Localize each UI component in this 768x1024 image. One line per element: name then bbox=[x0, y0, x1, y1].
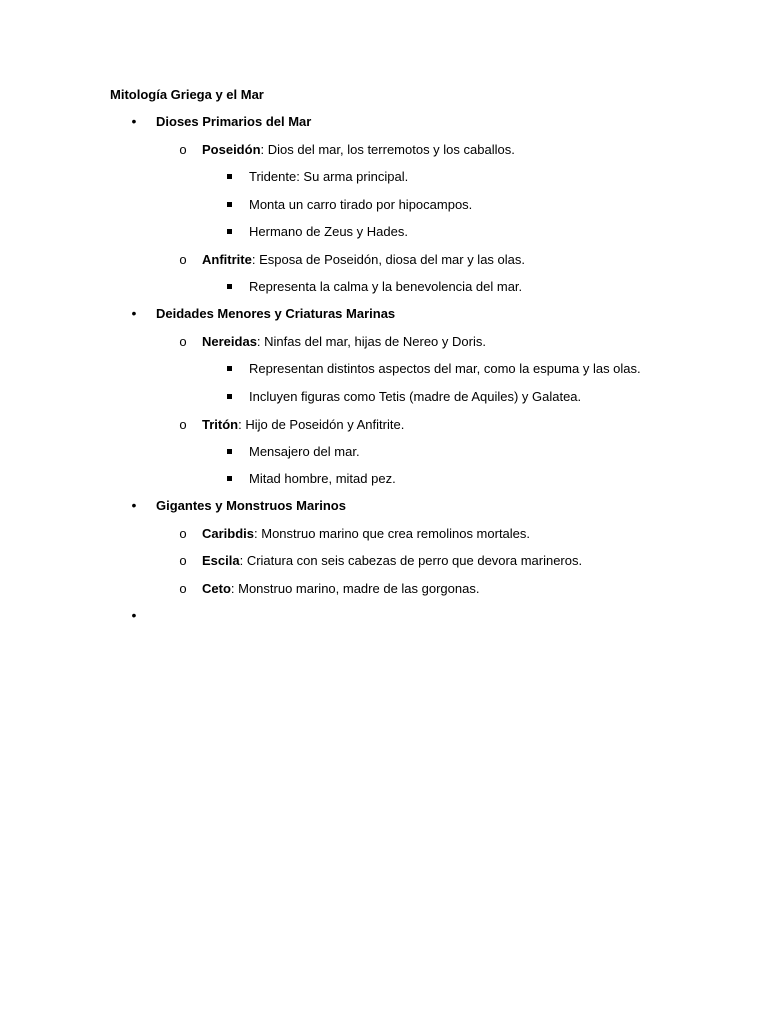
square-bullet-icon bbox=[222, 443, 236, 460]
item-description: : Monstruo marino, madre de las gorgonas. bbox=[230, 581, 480, 596]
item-description: : Dios del mar, los terremotos y los caballos. bbox=[260, 142, 515, 157]
bullet-icon: • bbox=[131, 607, 137, 623]
subitem-text: Representan distintos aspectos del mar, como la espuma y las olas. bbox=[249, 361, 641, 376]
item-text bbox=[202, 525, 530, 542]
section-heading: Gigantes y Monstruos Marinos bbox=[156, 498, 346, 513]
bullet-icon: • bbox=[131, 305, 137, 321]
square-bullet-icon bbox=[222, 168, 236, 185]
square-bullet-icon bbox=[222, 470, 236, 487]
item-description: : Ninfas del mar, hijas de Nereo y Doris. bbox=[256, 334, 486, 349]
item-term: Poseidón bbox=[202, 142, 261, 157]
item-description: : Hijo de Poseidón y Anfitrite. bbox=[238, 417, 405, 432]
item-text bbox=[202, 251, 525, 268]
section-heading: Deidades Menores y Criaturas Marinas bbox=[156, 306, 396, 321]
item-text bbox=[202, 416, 404, 433]
section-heading: Dioses Primarios del Mar bbox=[156, 114, 312, 129]
subitem-text: Incluyen figuras como Tetis (madre de Aquiles) y Galatea. bbox=[249, 389, 582, 404]
item-term: Caribdis bbox=[202, 526, 255, 541]
item-description: : Esposa de Poseidón, diosa del mar y las olas. bbox=[251, 252, 525, 267]
subitem-text: Monta un carro tirado por hipocampos. bbox=[249, 197, 473, 212]
item-text bbox=[202, 580, 479, 597]
subitem-text: Mensajero del mar. bbox=[249, 444, 360, 459]
item-term: Anfitrite bbox=[202, 252, 252, 267]
circle-bullet-icon: o bbox=[179, 581, 187, 596]
circle-bullet-icon: o bbox=[179, 526, 187, 541]
item-text bbox=[202, 552, 582, 569]
item-text bbox=[202, 141, 515, 158]
item-term: Ceto bbox=[202, 581, 231, 596]
bullet-icon: • bbox=[131, 497, 137, 513]
circle-bullet-icon: o bbox=[179, 417, 187, 432]
circle-bullet-icon: o bbox=[179, 252, 187, 267]
item-description: : Criatura con seis cabezas de perro que devora marineros. bbox=[239, 553, 583, 568]
item-term: Escila bbox=[202, 553, 240, 568]
subitem-text: Hermano de Zeus y Hades. bbox=[249, 224, 408, 239]
document-title: Mitología Griega y el Mar bbox=[110, 87, 264, 102]
subitem-text: Mitad hombre, mitad pez. bbox=[249, 471, 396, 486]
subitem-text: Representa la calma y la benevolencia del mar. bbox=[249, 279, 523, 294]
square-bullet-icon bbox=[222, 278, 236, 295]
circle-bullet-icon: o bbox=[179, 553, 187, 568]
square-bullet-icon bbox=[222, 223, 236, 240]
square-bullet-icon bbox=[222, 196, 236, 213]
item-term: Nereidas bbox=[202, 334, 257, 349]
bullet-icon: • bbox=[131, 113, 137, 129]
item-description: : Monstruo marino que crea remolinos mortales. bbox=[254, 526, 531, 541]
item-text bbox=[202, 333, 486, 350]
item-term: Tritón bbox=[202, 417, 239, 432]
square-bullet-icon bbox=[222, 388, 236, 405]
square-bullet-icon bbox=[222, 360, 236, 377]
circle-bullet-icon: o bbox=[179, 142, 187, 157]
circle-bullet-icon: o bbox=[179, 334, 187, 349]
subitem-text: Tridente: Su arma principal. bbox=[249, 169, 409, 184]
